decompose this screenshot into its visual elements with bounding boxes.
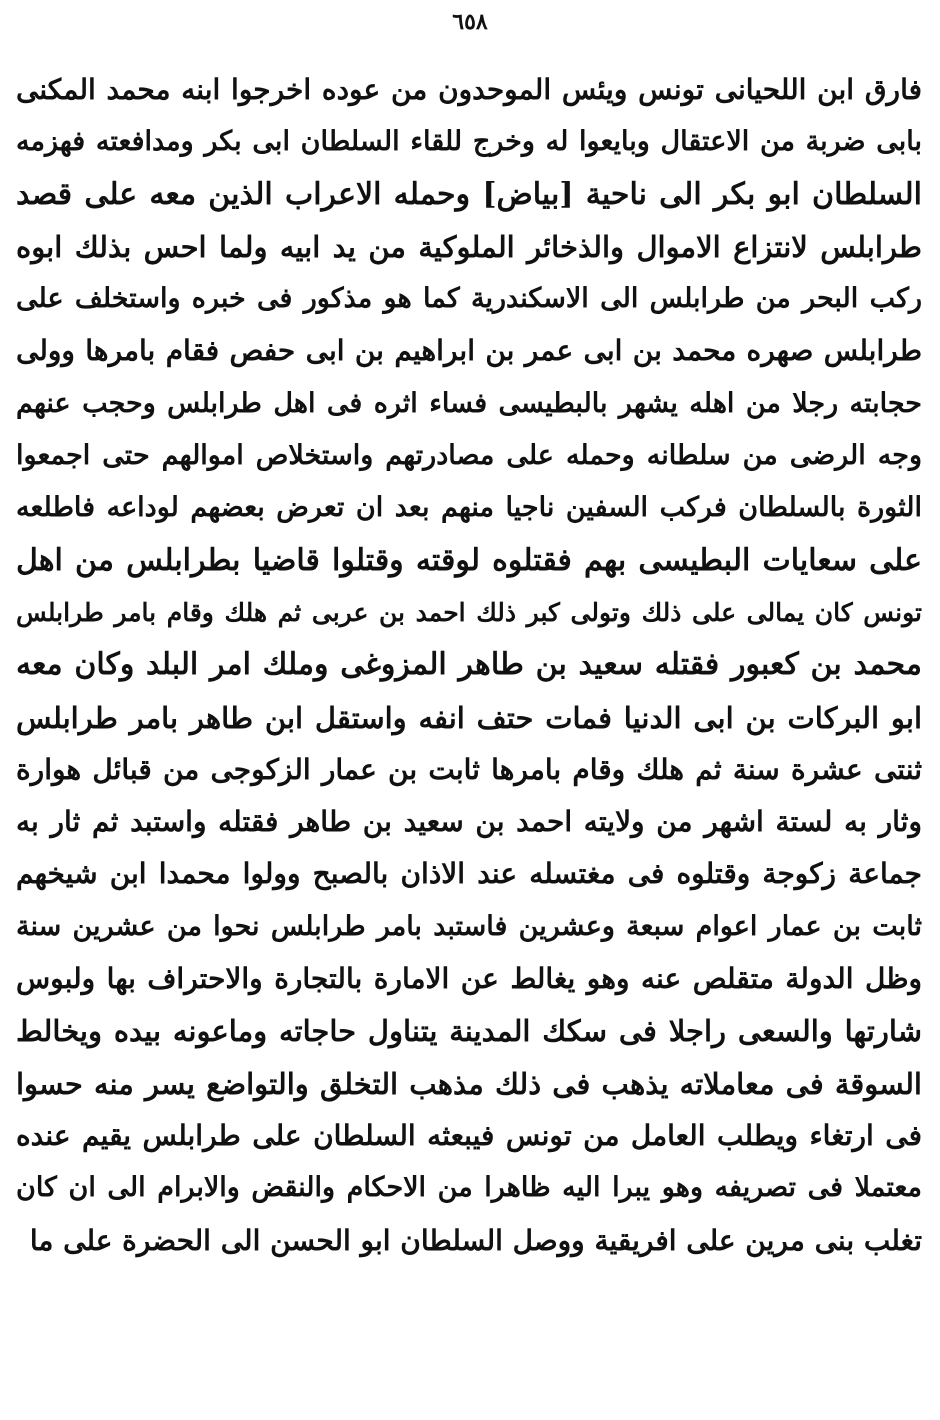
- text-line-10: على سعايات البطيسى بهم فقتلوه لوقته وقتلوا قاضيا بطرابلس من اهل: [16, 542, 922, 578]
- text-line-15: وثار به لستة اشهر من ولايته احمد بن سعيد بن طاهر فقتله واستبد ثم ثار به: [16, 805, 922, 839]
- text-line-14: ثنتى عشرة سنة ثم هلك وقام بامرها ثابت بن عمار الزكوجى من قبائل هوارة: [16, 752, 922, 786]
- text-line-1: فارق ابن اللحيانى تونس ويئس الموحدون من عوده اخرجوا ابنه محمد المكنى: [16, 73, 922, 106]
- text-line-8: وجه الرضى من سلطانه وحمله على مصادرتهم واستخلاص اموالهم حتى اجمعوا: [16, 440, 922, 472]
- text-line-19: شارتها والسعى راجلا فى سكك المدينة يتناول حاجاته وماعونه بيده ويخالط: [16, 1014, 922, 1049]
- text-line-9: الثورة بالسلطان فركب السفين ناجيا منهم بعد ان تعرض بعضهم لوداعه فاطلعه: [16, 492, 922, 524]
- text-line-13: ابو البركات بن ابى الدنيا فمات حتف انفه واستقل ابن طاهر بامر طرابلس: [16, 700, 922, 735]
- text-line-21: فى ارتغاء ويطلب العامل من تونس فيبعثه السلطان على طرابلس يقيم عنده: [16, 1118, 922, 1152]
- text-line-5: ركب البحر من طرابلس الى الاسكندرية كما هو مذكور فى خبره واستخلف على: [16, 283, 922, 315]
- text-line-4: طرابلس لانتزاع الاموال والذخائر الملوكية من يد ابيه ولما احس بذلك ابوه: [16, 229, 922, 264]
- text-line-17: ثابت بن عمار اعوام سبعة وعشرين فاستبد بامر طرابلس نحوا من عشرين سنة: [16, 910, 922, 942]
- text-line-12: محمد بن كعبور فقتله سعيد بن طاهر المزوغى وملك امر البلد وكان معه: [16, 647, 922, 683]
- text-line-20: السوقة فى معاملاته يذهب فى ذلك مذهب التخلق والتواضع يسر منه حسوا: [16, 1066, 922, 1101]
- text-line-2: بابى ضربة من الاعتقال وبايعوا له وخرج للقاء السلطان ابى بكر ومدافعته فهزمه: [16, 126, 922, 158]
- text-line-3: السلطان ابو بكر الى ناحية [بياض] وحمله الاعراب الذين معه على قصد: [16, 176, 922, 212]
- text-line-22: معتملا فى تصريفه وهو يبرا اليه ظاهرا من الاحكام والنقض والابرام الى ان كان: [16, 1172, 922, 1204]
- text-line-23: تغلب بنى مرين على افريقية ووصل السلطان ابو الحسن الى الحضرة على ما: [29, 1223, 922, 1257]
- text-line-7: حجابته رجلا من اهله يشهر بالبطيسى فساء اثره فى اهل طرابلس وحجب عنهم: [16, 387, 922, 419]
- text-line-16: جماعة زكوجة وقتلوه فى مغتسله عند الاذان بالصبح وولوا محمدا ابن شيخهم: [16, 857, 922, 891]
- text-line-11: تونس كان يمالى على ذلك وتولى كبر ذلك احمد بن عربى ثم هلك وقام بامر طرابلس: [16, 597, 922, 627]
- text-line-6: طرابلس صهره محمد بن ابى عمر بن ابراهيم بن ابى حفص فقام بامرها وولى: [16, 334, 922, 368]
- page-number: ٦٥٨: [452, 9, 488, 35]
- body-text: [16, 64, 922, 1267]
- text-line-18: وظل الدولة متقلص عنه وهو يغالط عن الامارة بالتجارة والاحتراف بها ولبوس: [16, 962, 922, 996]
